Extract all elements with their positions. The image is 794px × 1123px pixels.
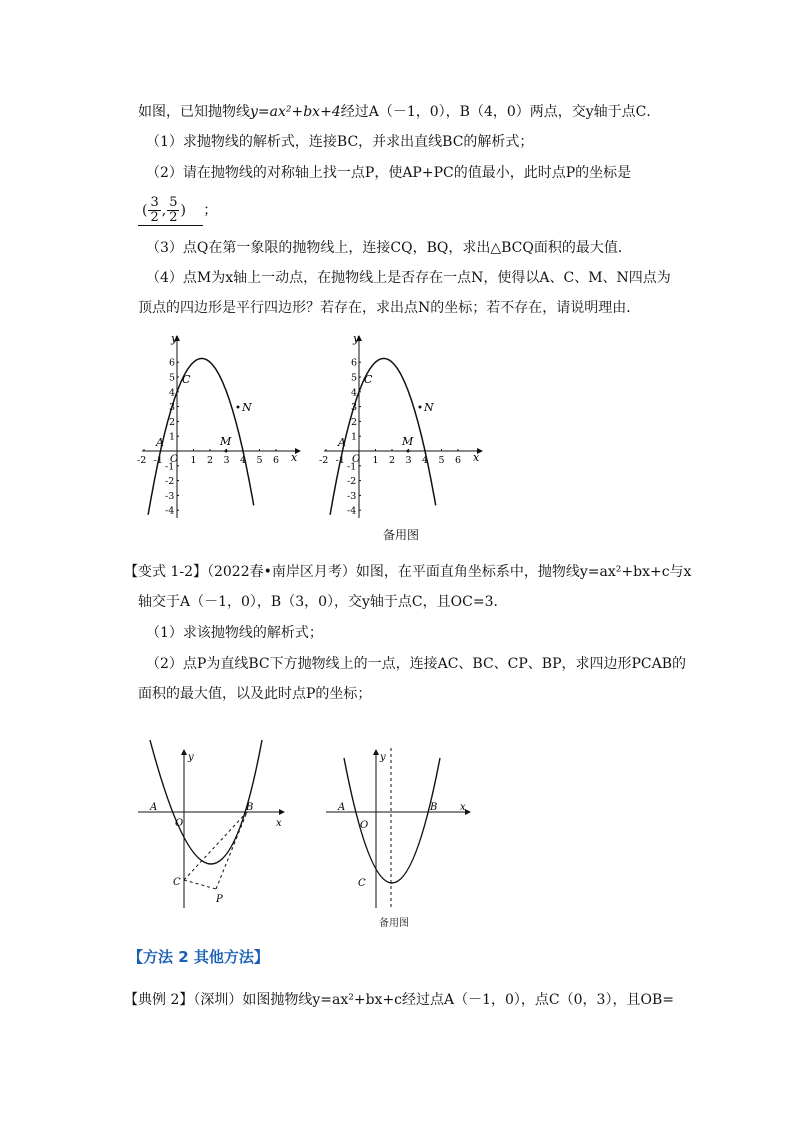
x-tick-label: 1 [190, 455, 197, 466]
x-tick-label: 3 [405, 455, 412, 466]
point-c-label: C [173, 877, 181, 888]
answer-blank: ( $\frac{3}{2}$ , $\frac{5}{2}$ ) [138, 196, 203, 226]
problem1-q3: （3）点Q在第一象限的抛物线上，连接CQ，BQ，求出△BCQ面积的最大值． [146, 240, 632, 256]
point-m-label: M [220, 435, 232, 448]
y-tick-label: 2 [351, 416, 358, 428]
y-tick-label: 6 [351, 357, 358, 369]
x-tick-label: -1 [153, 455, 163, 466]
y-tick-label: -3 [165, 490, 175, 502]
y-tick-label: 1 [351, 431, 358, 443]
x-tick-label: 6 [455, 455, 462, 466]
point-n [237, 406, 240, 409]
variant-q1: （1）求该抛物线的解析式； [146, 625, 323, 641]
example2-line1: 【典例 2】（深圳）如图抛物线y=ax²+bx+c经过点A（－1，0），点C（0，3），且OB= [124, 992, 674, 1008]
point-a-label: A [338, 436, 346, 449]
y-axis-label: y [353, 332, 360, 345]
intro-text-a: 如图，已知抛物线 [138, 104, 250, 120]
problem1-q2: （2）请在抛物线的对称轴上找一点P，使AP+PC的值最小，此时点P的坐标是 [146, 165, 632, 181]
x-axis-label: x [473, 451, 480, 464]
segment-cb [184, 812, 247, 880]
y-tick-label: -2 [347, 476, 357, 488]
variant-graph-1 [136, 738, 288, 910]
x-axis-label: x [276, 818, 282, 829]
point-m [407, 450, 410, 453]
point-a-label: A [338, 802, 346, 813]
problem1-q2-answer [138, 196, 217, 226]
y-tick-label: 3 [169, 402, 176, 414]
frac-den: 2 [150, 210, 159, 225]
y-tick-label: 2 [169, 416, 176, 428]
answer-fraction-x [148, 196, 160, 225]
x-axis-label: x [291, 451, 298, 464]
point-m-label: M [402, 435, 414, 448]
y-axis-label: y [380, 752, 386, 763]
variant-line2: 轴交于A（－1，0），B（3，0），交y轴于点C，且OC=3． [138, 594, 508, 610]
y-tick-label: 5 [351, 372, 358, 384]
variant-q2-a: （2）点P为直线BC下方抛物线上的一点，连接AC、BC、CP、BP，求四边形PCAB的 [146, 656, 687, 672]
y-tick-label: -1 [165, 461, 175, 473]
problem1-q4-a: （4）点M为x轴上一动点，在抛物线上是否存在一点N，使得以A、C、M、N四点为 [146, 270, 671, 286]
intro-equation: y=ax²+bx+4 [250, 104, 341, 120]
y-tick-label: -4 [347, 505, 357, 517]
y-tick-label: 1 [169, 431, 176, 443]
point-c-label: C [182, 373, 191, 386]
y-tick-label: -4 [165, 505, 175, 517]
origin-label: O [175, 818, 184, 829]
segment-cp [184, 880, 216, 889]
y-tick-label: -3 [347, 490, 357, 502]
answer-fraction-y [167, 196, 179, 225]
y-tick-label: 5 [169, 372, 176, 384]
point-a-label: A [150, 802, 158, 813]
point-a-label: A [156, 436, 164, 449]
x-tick-label: 6 [273, 455, 280, 466]
y-tick-label: -2 [165, 476, 175, 488]
y-tick-label: 6 [169, 357, 176, 369]
x-tick-label: 2 [389, 455, 396, 466]
point-n-label: N [242, 401, 252, 414]
point-m [225, 450, 228, 453]
point-c-label: C [364, 373, 373, 386]
point-n [419, 406, 422, 409]
answer-end: ； [203, 202, 218, 219]
y-axis-label: y [188, 752, 194, 763]
x-tick-label: 1 [372, 455, 379, 466]
point-p-label: P [216, 894, 223, 905]
problem1-q4-b: 顶点的四边形是平行四边形？若存在，求出点N的坐标；若不存在，请说明理由． [138, 300, 641, 316]
point-b-label: B [246, 802, 254, 813]
intro-text-b: 经过A（－1，0），B（4，0）两点，交y轴于点C． [340, 104, 661, 120]
point-c-label: C [358, 878, 366, 889]
segment-pb [216, 812, 247, 889]
x-tick-label: 3 [223, 455, 230, 466]
x-tick-label: 5 [438, 455, 445, 466]
y-tick-label: 3 [351, 402, 358, 414]
x-tick-label: 4 [422, 455, 429, 466]
parabola-graph-2 [319, 330, 492, 520]
y-tick-label: 4 [351, 387, 358, 399]
method2-title: 【方法 2 其他方法】 [128, 948, 269, 966]
origin-label: O [170, 454, 179, 465]
y-axis-label: y [171, 332, 178, 345]
problem1-q1: （1）求抛物线的解析式，连接BC，并求出直线BC的解析式； [146, 134, 534, 150]
x-axis-label: x [460, 802, 466, 813]
x-tick-label: 5 [256, 455, 263, 466]
backup-caption-2: 备用图 [379, 918, 409, 929]
parabola-curve [344, 758, 440, 883]
x-tick-label: 4 [240, 455, 247, 466]
variant-graph-2 [324, 738, 474, 910]
variant-line1: 【变式 1-2】（2022春•南岸区月考）如图，在平面直角坐标系中，抛物线y=ax²+bx+c与x [124, 564, 692, 580]
x-tick-label: -2 [137, 455, 147, 466]
backup-caption-1: 备用图 [383, 528, 420, 542]
point-b-label: B [430, 802, 438, 813]
origin-label: O [360, 820, 369, 831]
origin-label: O [352, 454, 361, 465]
frac-num: 3 [150, 195, 159, 210]
point-n-label: N [424, 401, 434, 414]
problem1-intro [138, 102, 660, 122]
x-tick-label: -1 [335, 455, 345, 466]
y-tick-label: -1 [347, 461, 357, 473]
variant-q2-b: 面积的最大值，以及此时点P的坐标； [138, 686, 372, 702]
x-tick-label: -2 [319, 455, 329, 466]
y-tick-label: 4 [169, 387, 176, 399]
parabola-graph-1 [137, 330, 310, 520]
frac-num: 5 [169, 195, 178, 210]
frac-den: 2 [169, 210, 178, 225]
x-tick-label: 2 [207, 455, 214, 466]
